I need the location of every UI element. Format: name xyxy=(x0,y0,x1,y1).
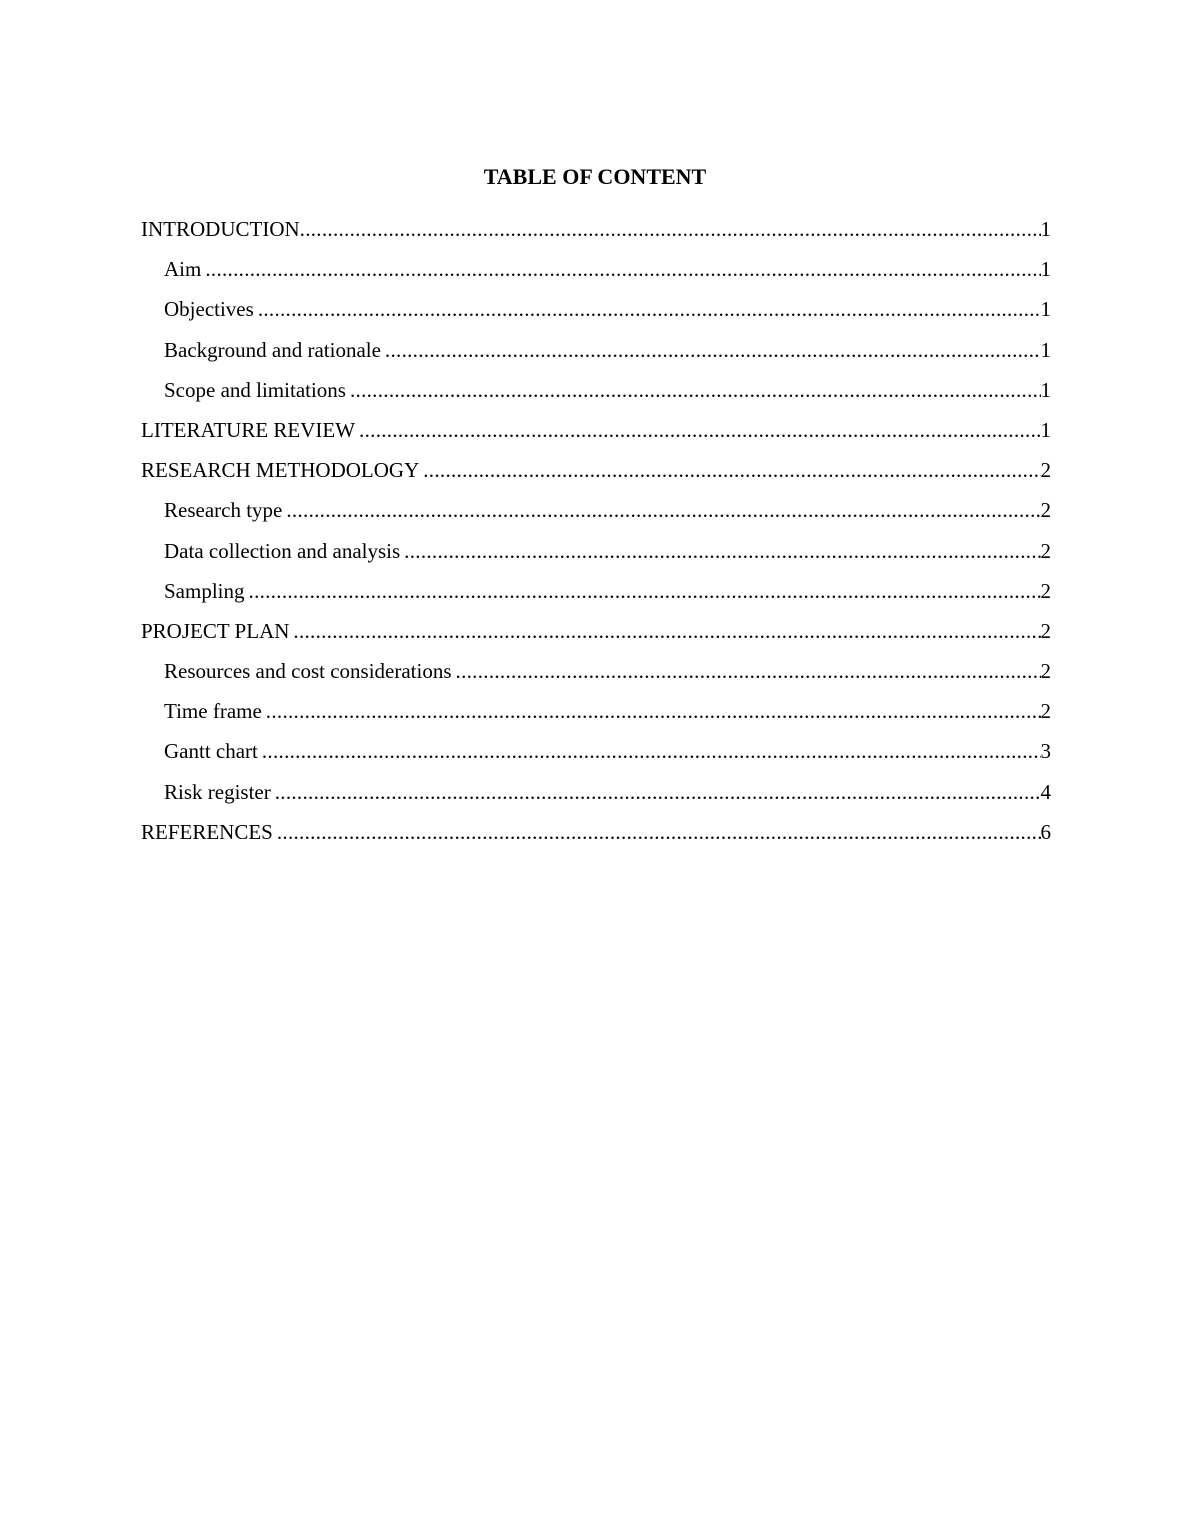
toc-entry-background-and-rationale[interactable] xyxy=(141,335,1051,375)
toc-entry-page-number: 1 xyxy=(1040,217,1051,241)
toc-entry-research-type[interactable] xyxy=(141,495,1051,535)
toc-list xyxy=(141,214,1051,857)
toc-dot-leader xyxy=(452,656,1041,686)
toc-dot-leader xyxy=(400,536,1040,566)
toc-dot-leader xyxy=(355,415,1040,445)
toc-entry-label: Risk register xyxy=(164,779,271,804)
toc-entry-label: Research type xyxy=(164,498,283,523)
toc-entry-label: Data collection and analysis xyxy=(164,538,401,563)
toc-entry-page-number: 2 xyxy=(1040,578,1051,603)
toc-dot-leader xyxy=(245,576,1041,606)
toc-entry-label: Sampling xyxy=(164,578,245,603)
toc-entry-label: LITERATURE REVIEW xyxy=(141,417,356,442)
toc-entry-label: Objectives xyxy=(164,297,254,322)
toc-dot-leader xyxy=(346,375,1041,405)
toc-entry-references[interactable] xyxy=(141,817,1051,857)
toc-entry-introduction[interactable] xyxy=(141,214,1051,254)
toc-entry-risk-register[interactable] xyxy=(141,777,1051,817)
toc-entry-label: Background and rationale xyxy=(164,337,381,362)
toc-entry-page-number: 6 xyxy=(1040,819,1051,844)
toc-entry-label: Gantt chart xyxy=(164,739,258,764)
toc-dot-leader xyxy=(258,736,1041,766)
toc-entry-label: Scope and limitations xyxy=(164,377,346,402)
toc-entry-aim[interactable] xyxy=(141,254,1051,294)
toc-entry-page-number: 2 xyxy=(1040,618,1051,643)
toc-dot-leader xyxy=(262,696,1041,726)
toc-entry-page-number: 2 xyxy=(1040,659,1051,684)
toc-dot-leader xyxy=(201,254,1040,284)
toc-entry-resources-and-cost-considerations[interactable] xyxy=(141,656,1051,696)
toc-entry-page-number: 1 xyxy=(1040,297,1051,322)
toc-entry-page-number: 4 xyxy=(1040,779,1051,804)
toc-entry-page-number: 2 xyxy=(1040,498,1051,523)
toc-entry-objectives[interactable] xyxy=(141,294,1051,334)
toc-entry-data-collection-and-analysis[interactable] xyxy=(141,536,1051,576)
toc-entry-page-number: 2 xyxy=(1040,699,1051,724)
toc-entry-page-number: 1 xyxy=(1040,257,1051,282)
toc-entry-page-number: 2 xyxy=(1040,538,1051,563)
toc-entry-sampling[interactable] xyxy=(141,576,1051,616)
toc-entry-label: REFERENCES xyxy=(141,819,273,844)
toc-dot-leader xyxy=(419,455,1040,485)
toc-entry-label: Aim xyxy=(164,257,202,282)
toc-dot-leader xyxy=(254,294,1041,324)
toc-entry-page-number: 3 xyxy=(1040,739,1051,764)
toc-entry-gantt-chart[interactable] xyxy=(141,736,1051,776)
toc-entry-label: Resources and cost considerations xyxy=(164,659,452,684)
toc-entry-project-plan[interactable] xyxy=(141,616,1051,656)
toc-entry-label: INTRODUCTION xyxy=(141,217,300,241)
toc-dot-leader xyxy=(381,335,1041,365)
toc-entry-label: RESEARCH METHODOLOGY xyxy=(141,458,420,483)
toc-entry-scope-and-limitations[interactable] xyxy=(141,375,1051,415)
toc-entry-research-methodology[interactable] xyxy=(141,455,1051,495)
toc-entry-label: Time frame xyxy=(164,699,262,724)
toc-entry-page-number: 1 xyxy=(1040,377,1051,402)
toc-dot-leader xyxy=(289,616,1040,646)
toc-dot-leader xyxy=(271,777,1041,807)
toc-dot-leader xyxy=(282,495,1040,525)
toc-entry-label: PROJECT PLAN xyxy=(141,618,290,643)
toc-title: TABLE OF CONTENT xyxy=(483,164,707,189)
toc-entry-literature-review[interactable] xyxy=(141,415,1051,455)
toc-entry-page-number: 2 xyxy=(1040,458,1051,483)
toc-dot-leader xyxy=(300,214,1041,244)
toc-dot-leader xyxy=(273,817,1041,847)
toc-entry-page-number: 1 xyxy=(1040,337,1051,362)
toc-entry-page-number: 1 xyxy=(1040,417,1051,442)
toc-entry-time-frame[interactable] xyxy=(141,696,1051,736)
